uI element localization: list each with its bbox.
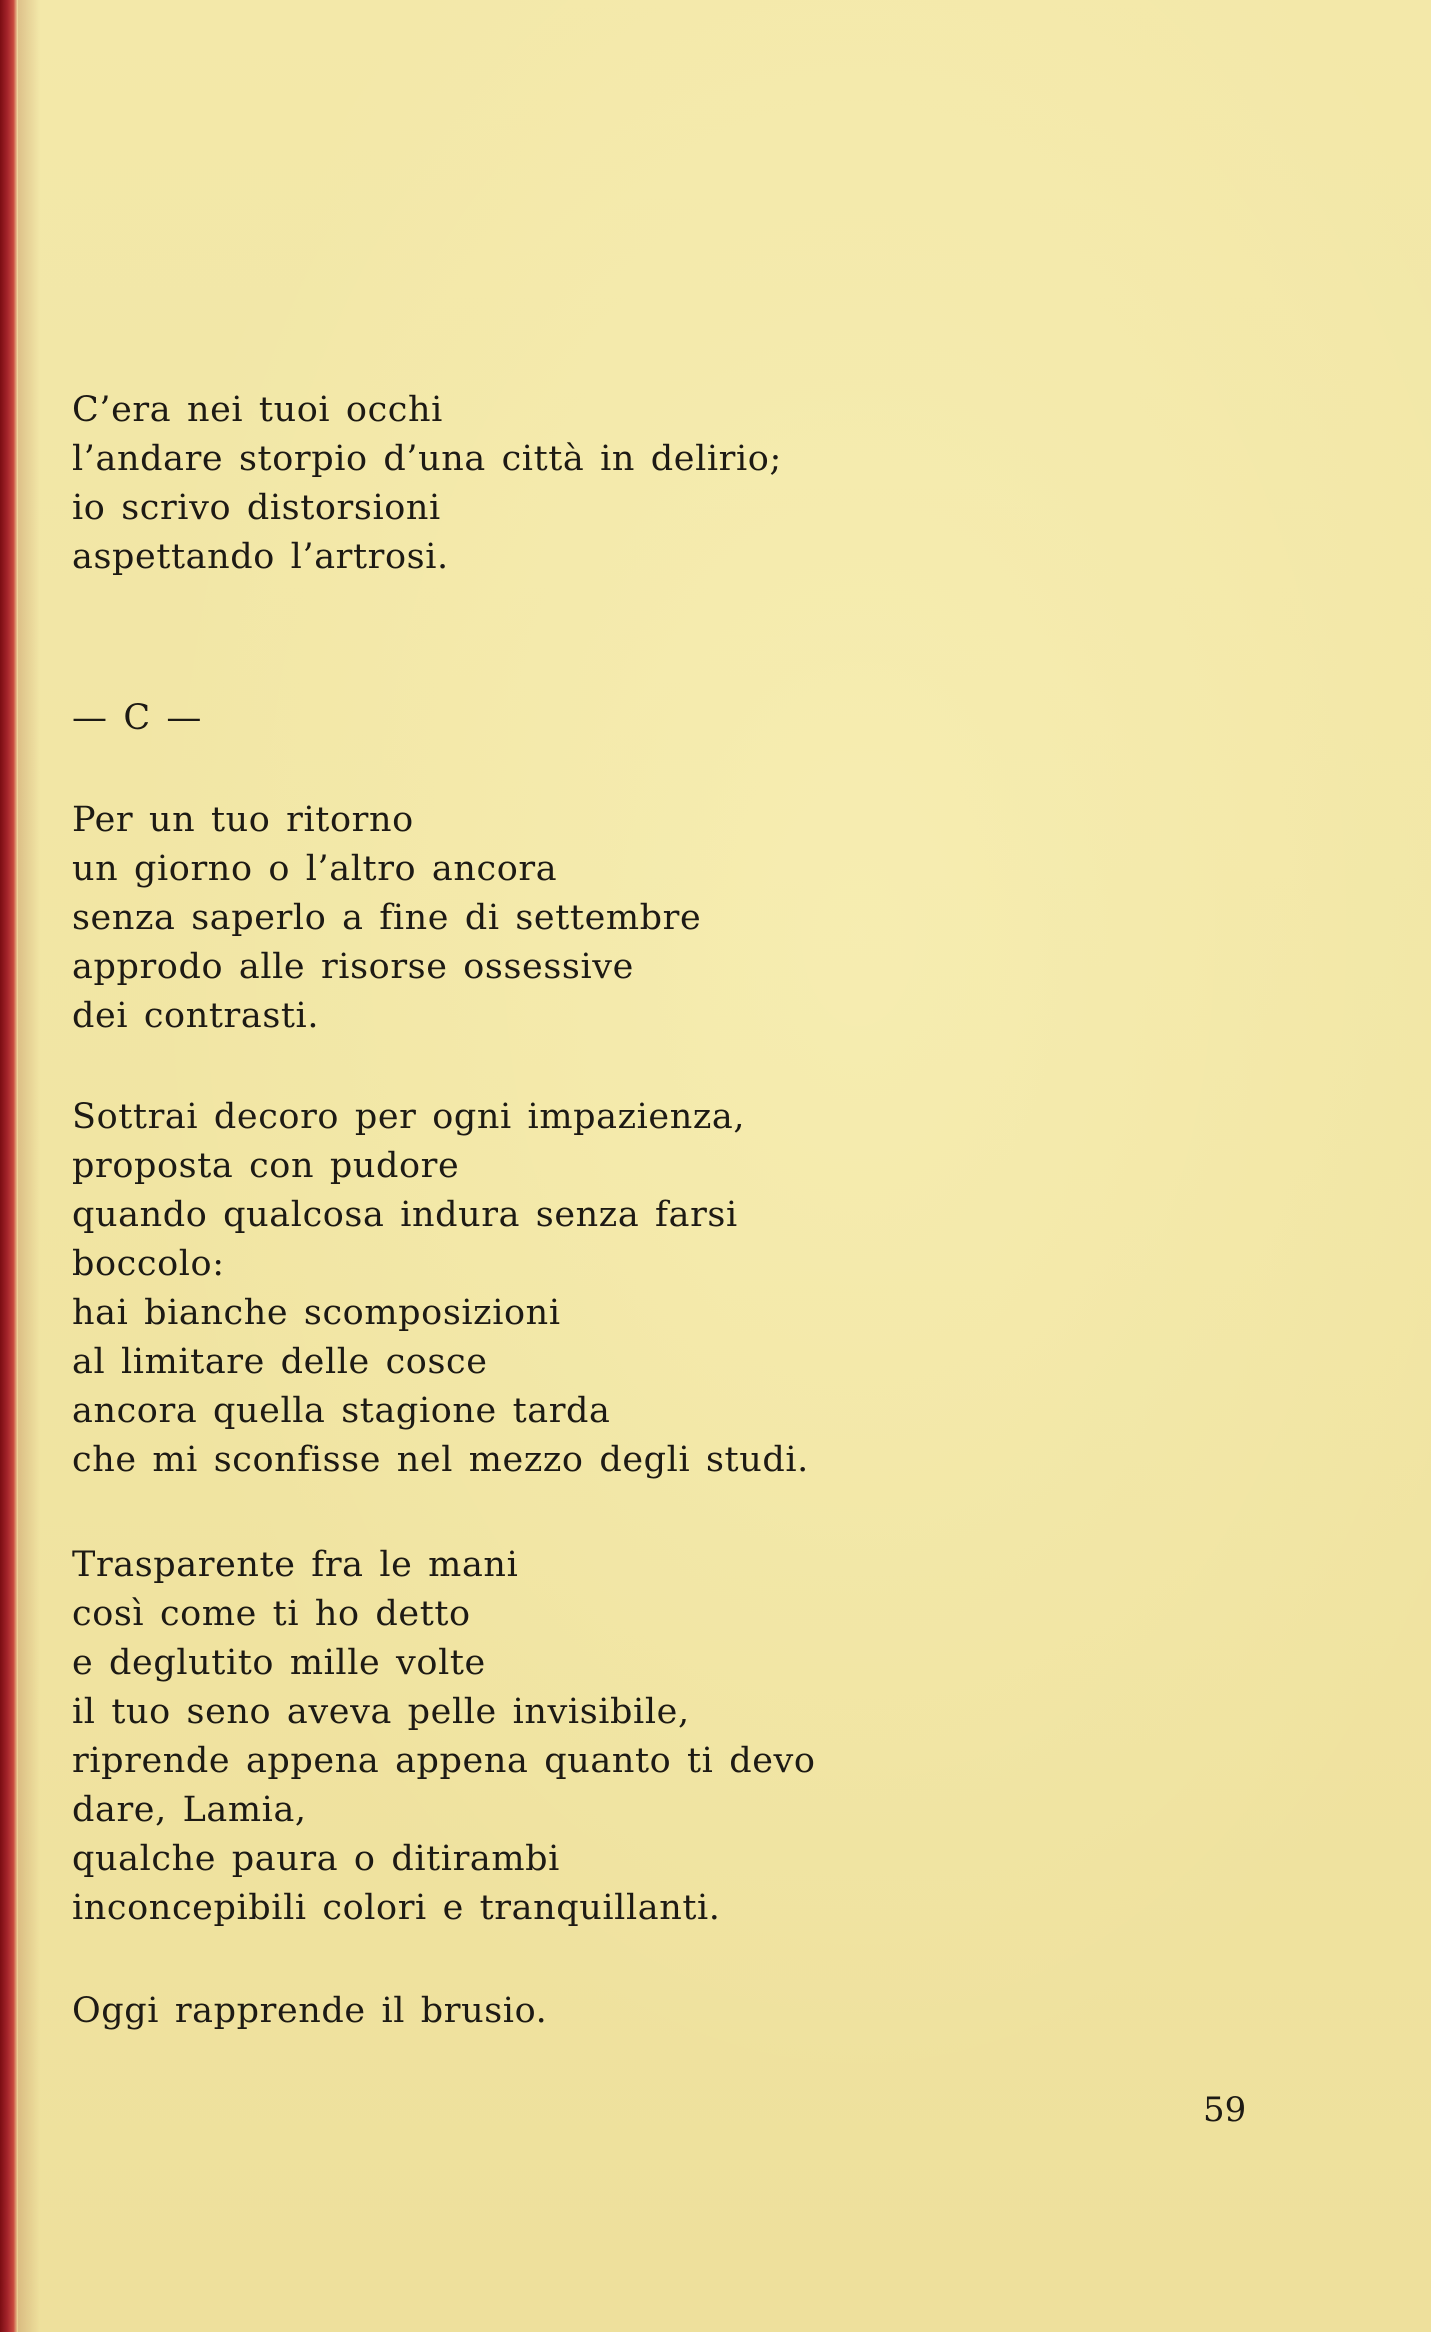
poem-line: e deglutito mille volte — [72, 1643, 486, 1683]
poem-line: proposta con pudore — [72, 1146, 460, 1186]
poem-line: io scrivo distorsioni — [72, 488, 441, 528]
poem-line: C’era nei tuoi occhi — [72, 390, 443, 430]
poem-line: qualche paura o ditirambi — [72, 1839, 560, 1879]
poem-line: riprende appena appena quanto ti devo — [72, 1741, 816, 1781]
page-number: 59 — [1203, 2090, 1247, 2130]
poem-line: dare, Lamia, — [72, 1790, 307, 1830]
poem-line: dei contrasti. — [72, 996, 320, 1036]
gutter-shadow — [18, 0, 40, 2332]
poem-line: aspettando l’artrosi. — [72, 537, 449, 577]
section-marker: — C — — [72, 698, 203, 738]
poem-line: hai bianche scomposizioni — [72, 1293, 561, 1333]
poem-line: inconcepibili colori e tranquillanti. — [72, 1888, 721, 1928]
poem-line: approdo alle risorse ossessive — [72, 947, 634, 987]
closing-line: Oggi rapprende il brusio. — [72, 1991, 548, 2031]
poem-line: così come ti ho detto — [72, 1594, 471, 1634]
poem-line: un giorno o l’altro ancora — [72, 849, 558, 889]
poem-line: quando qualcosa indura senza farsi — [72, 1195, 738, 1235]
poem-line: che mi sconfisse nel mezzo degli studi. — [72, 1440, 809, 1480]
poem-line: l’andare storpio d’una città in delirio; — [72, 439, 782, 479]
poem-line: Trasparente fra le mani — [72, 1545, 519, 1585]
poem-line: senza saperlo a fine di settembre — [72, 898, 702, 938]
poem-line: al limitare delle cosce — [72, 1342, 488, 1382]
book-binding-edge — [0, 0, 18, 2332]
poem-line: Per un tuo ritorno — [72, 800, 414, 840]
poem-line: il tuo seno aveva pelle invisibile, — [72, 1692, 690, 1732]
poem-line: ancora quella stagione tarda — [72, 1391, 611, 1431]
poem-line: boccolo: — [72, 1244, 225, 1284]
poem-line: Sottrai decoro per ogni impazienza, — [72, 1097, 746, 1137]
